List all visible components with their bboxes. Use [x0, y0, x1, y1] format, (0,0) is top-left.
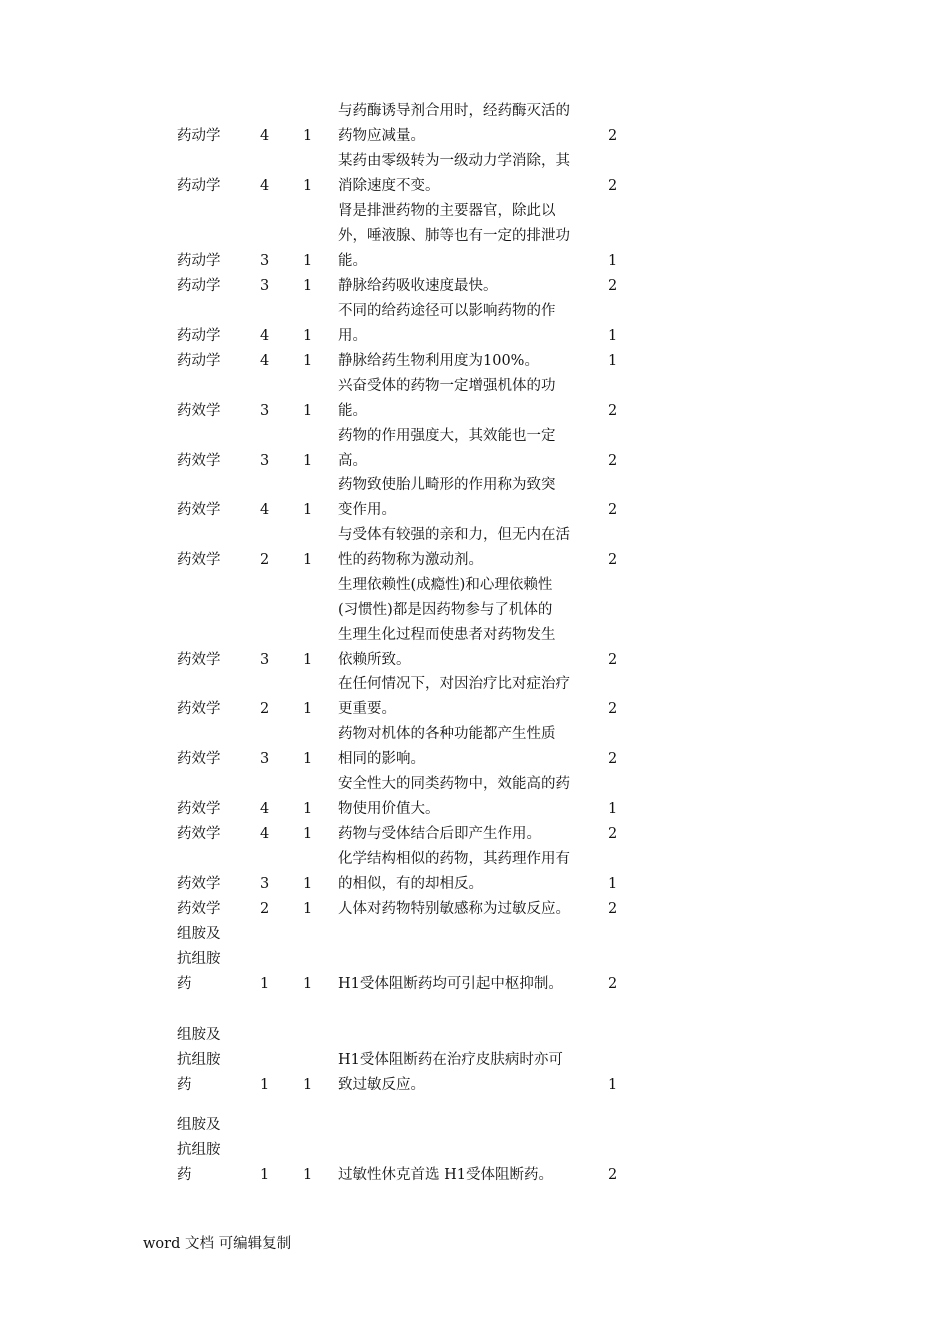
score-cell: 1: [303, 876, 313, 892]
difficulty-cell: 4: [260, 178, 270, 194]
question-cell-line: 兴奋受体的药物一定增强机体的功: [338, 378, 556, 394]
category-cell-line: 药效学: [177, 801, 221, 817]
question-cell-line: 静脉给药生物利用度为100%。: [338, 353, 539, 369]
question-cell-line: 能。: [338, 403, 367, 419]
difficulty-cell: 3: [260, 453, 270, 469]
question-cell-line: 与药酶诱导剂合用时，经药酶灭活的: [338, 103, 570, 119]
category-cell-line: 药: [177, 976, 192, 992]
category-cell-line: 药动学: [177, 253, 221, 269]
question-cell-line: 药物致使胎儿畸形的作用称为致突: [338, 477, 556, 493]
score-cell: 1: [303, 1167, 313, 1183]
page-footer: word 文档 可编辑复制: [143, 1236, 292, 1252]
difficulty-cell: 3: [260, 403, 270, 419]
question-cell-line: 性的药物称为激动剂。: [338, 552, 483, 568]
question-cell-line: 高。: [338, 453, 367, 469]
question-cell-line: 人体对药物特别敏感称为过敏反应。: [338, 901, 570, 917]
question-cell-line: 生理生化过程而使患者对药物发生: [338, 627, 556, 643]
question-cell-line: 某药由零级转为一级动力学消除，其: [338, 153, 570, 169]
score-cell: 1: [303, 652, 313, 668]
question-cell-line: 与受体有较强的亲和力，但无内在活: [338, 527, 570, 543]
category-cell-line: 药效学: [177, 876, 221, 892]
question-cell-line: 消除速度不变。: [338, 178, 440, 194]
difficulty-cell: 4: [260, 353, 270, 369]
question-cell-line: 肾是排泄药物的主要器官，除此以: [338, 203, 556, 219]
category-cell-line: 药效学: [177, 751, 221, 767]
question-cell-line: 物使用价值大。: [338, 801, 440, 817]
category-cell-line: 药动学: [177, 278, 221, 294]
category-cell-line: 药动学: [177, 128, 221, 144]
question-cell-line: 变作用。: [338, 502, 396, 518]
category-cell-line: 药: [177, 1167, 192, 1183]
question-cell-line: 过敏性休克首选 H1受体阻断药。: [338, 1167, 553, 1183]
difficulty-cell: 4: [260, 328, 270, 344]
question-cell-line: 化学结构相似的药物，其药理作用有: [338, 851, 570, 867]
score-cell: 1: [303, 901, 313, 917]
answer-cell: 2: [608, 901, 618, 917]
answer-cell: 2: [608, 552, 618, 568]
score-cell: 1: [303, 976, 313, 992]
difficulty-cell: 4: [260, 801, 270, 817]
score-cell: 1: [303, 826, 313, 842]
category-cell-line: 药效学: [177, 453, 221, 469]
score-cell: 1: [303, 128, 313, 144]
answer-cell: 2: [608, 453, 618, 469]
category-cell-line: 药效学: [177, 403, 221, 419]
question-cell-line: 能。: [338, 253, 367, 269]
category-cell-line: 药效学: [177, 826, 221, 842]
score-cell: 1: [303, 801, 313, 817]
score-cell: 1: [303, 253, 313, 269]
category-cell-line: 药动学: [177, 178, 221, 194]
answer-cell: 1: [608, 1077, 618, 1093]
difficulty-cell: 4: [260, 502, 270, 518]
difficulty-cell: 2: [260, 701, 270, 717]
question-cell-line: 不同的给药途径可以影响药物的作: [338, 303, 556, 319]
score-cell: 1: [303, 278, 313, 294]
category-cell-line: 药: [177, 1077, 192, 1093]
category-cell-line: 药效学: [177, 502, 221, 518]
answer-cell: 2: [608, 826, 618, 842]
question-cell-line: (习惯性)都是因药物参与了机体的: [338, 602, 553, 618]
difficulty-cell: 1: [260, 1077, 270, 1093]
score-cell: 1: [303, 1077, 313, 1093]
question-cell-line: 药物应减量。: [338, 128, 425, 144]
category-cell-line: 药动学: [177, 328, 221, 344]
score-cell: 1: [303, 353, 313, 369]
question-cell-line: 用。: [338, 328, 367, 344]
difficulty-cell: 1: [260, 1167, 270, 1183]
category-cell-line: 药效学: [177, 701, 221, 717]
question-cell-line: 静脉给药吸收速度最快。: [338, 278, 498, 294]
score-cell: 1: [303, 701, 313, 717]
difficulty-cell: 3: [260, 253, 270, 269]
category-cell-line: 药效学: [177, 901, 221, 917]
score-cell: 1: [303, 453, 313, 469]
category-cell-line: 药效学: [177, 652, 221, 668]
difficulty-cell: 2: [260, 552, 270, 568]
question-cell-line: 相同的影响。: [338, 751, 425, 767]
difficulty-cell: 4: [260, 826, 270, 842]
answer-cell: 2: [608, 701, 618, 717]
question-cell: [338, 1163, 600, 1188]
difficulty-cell: 3: [260, 278, 270, 294]
answer-cell: 1: [608, 876, 618, 892]
question-cell-line: H1受体阻断药在治疗皮肤病时亦可: [338, 1052, 563, 1068]
difficulty-cell: 4: [260, 128, 270, 144]
answer-cell: 2: [608, 278, 618, 294]
score-cell: 1: [303, 178, 313, 194]
score-cell: 1: [303, 328, 313, 344]
answer-cell: 2: [608, 128, 618, 144]
category-cell-line: 药动学: [177, 353, 221, 369]
answer-cell: 1: [608, 328, 618, 344]
category-cell-line: 组胺及: [177, 1117, 221, 1133]
category-cell: [177, 1113, 237, 1188]
question-cell-line: 安全性大的同类药物中，效能高的药: [338, 776, 570, 792]
difficulty-cell: 3: [260, 751, 270, 767]
question-cell-line: 依赖所致。: [338, 652, 411, 668]
question-cell-line: 外，唾液腺、肺等也有一定的排泄功: [338, 228, 570, 244]
score-cell: 1: [303, 552, 313, 568]
question-cell-line: 的相似，有的却相反。: [338, 876, 483, 892]
score-cell: 1: [303, 502, 313, 518]
difficulty-cell: 3: [260, 876, 270, 892]
score-cell: 1: [303, 751, 313, 767]
answer-cell: 1: [608, 353, 618, 369]
answer-cell: 2: [608, 178, 618, 194]
difficulty-cell: 1: [260, 976, 270, 992]
question-cell-line: 药物与受体结合后即产生作用。: [338, 826, 541, 842]
difficulty-cell: 3: [260, 652, 270, 668]
answer-cell: 1: [608, 801, 618, 817]
question-cell-line: 生理依赖性(成瘾性)和心理依赖性: [338, 577, 553, 593]
category-cell-line: 抗组胺: [177, 951, 221, 967]
question-cell-line: H1受体阻断药均可引起中枢抑制。: [338, 976, 563, 992]
answer-cell: 1: [608, 253, 618, 269]
score-cell: 1: [303, 403, 313, 419]
category-cell-line: 组胺及: [177, 926, 221, 942]
question-cell-line: 在任何情况下，对因治疗比对症治疗: [338, 676, 570, 692]
question-cell-line: 更重要。: [338, 701, 396, 717]
answer-cell: 2: [608, 976, 618, 992]
question-cell-line: 药物对机体的各种功能都产生性质: [338, 726, 556, 742]
answer-cell: 2: [608, 652, 618, 668]
answer-cell: 2: [608, 403, 618, 419]
category-cell-line: 组胺及: [177, 1027, 221, 1043]
answer-cell: 2: [608, 502, 618, 518]
category-cell-line: 抗组胺: [177, 1052, 221, 1068]
question-cell-line: 致过敏反应。: [338, 1077, 425, 1093]
difficulty-cell: 2: [260, 901, 270, 917]
answer-cell: 2: [608, 1167, 618, 1183]
category-cell-line: 抗组胺: [177, 1142, 221, 1158]
category-cell-line: 药效学: [177, 552, 221, 568]
question-cell-line: 药物的作用强度大，其效能也一定: [338, 428, 556, 444]
answer-cell: 2: [608, 751, 618, 767]
